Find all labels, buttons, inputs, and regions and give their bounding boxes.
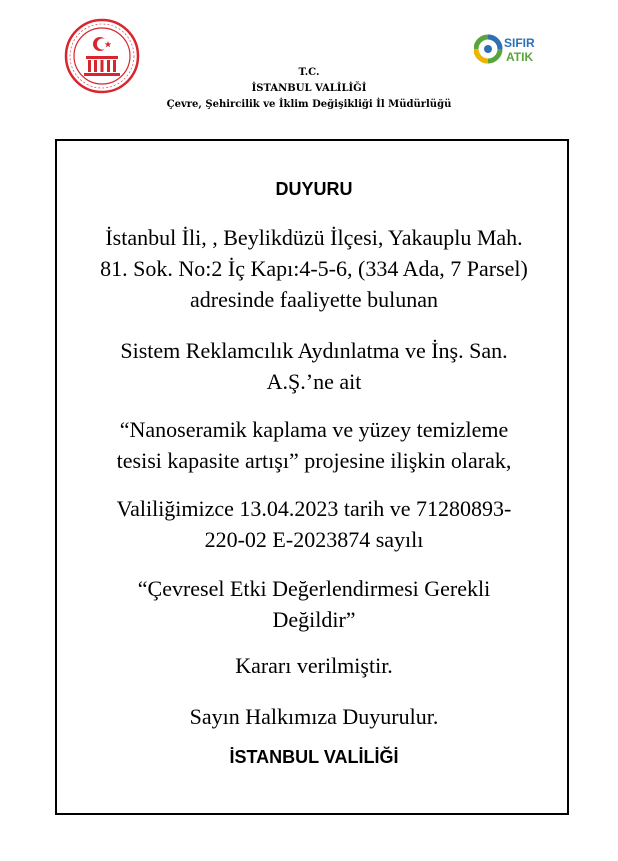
notice-title: DUYURU	[275, 179, 353, 199]
header-directorate: Çevre, Şehircilik ve İklim Değişikliği İl Müdürlüğü	[166, 99, 452, 110]
decision-line-2: 220-02 E-2023874 sayılı	[204, 527, 424, 552]
result-line-2: Değildir”	[272, 607, 356, 632]
company-line-1: Sistem Reklamcılık Aydınlatma ve İnş. San.	[120, 338, 508, 363]
result-line-1: “Çevresel Etki Değerlendirmesi Gerekli	[137, 576, 491, 601]
company-line-2: A.Ş.’ne ait	[266, 369, 362, 394]
address-line-1: İstanbul İli, , Beylikdüzü İlçesi, Yakauplu Mah.	[105, 225, 523, 250]
decision-line-1: Valiliğimizce 13.04.2023 tarih ve 71280893-	[116, 496, 512, 521]
notice-frame	[55, 139, 569, 815]
announcement-text: Sayın Halkımıza Duyurulur.	[189, 704, 439, 729]
signature-authority: İSTANBUL VALİLİĞİ	[229, 747, 399, 767]
letterhead	[0, 65, 618, 113]
address-line-2: 81. Sok. No:2 İç Kapı:4-5-6, (334 Ada, 7 Parsel)	[100, 256, 528, 281]
sifir-text: SIFIR	[504, 36, 535, 50]
header-governorship: İSTANBUL VALİLİĞİ	[251, 83, 367, 94]
address-line-3: adresinde faaliyette bulunan	[189, 287, 438, 312]
project-line-2: tesisi kapasite artışı” projesine ilişkin olarak,	[116, 448, 512, 473]
header-tc: T.C.	[298, 67, 320, 78]
verdict-text: Kararı verilmiştir.	[235, 653, 393, 678]
project-line-1: “Nanoseramik kaplama ve yüzey temizleme	[119, 417, 509, 442]
atik-text: ATIK	[506, 50, 534, 64]
